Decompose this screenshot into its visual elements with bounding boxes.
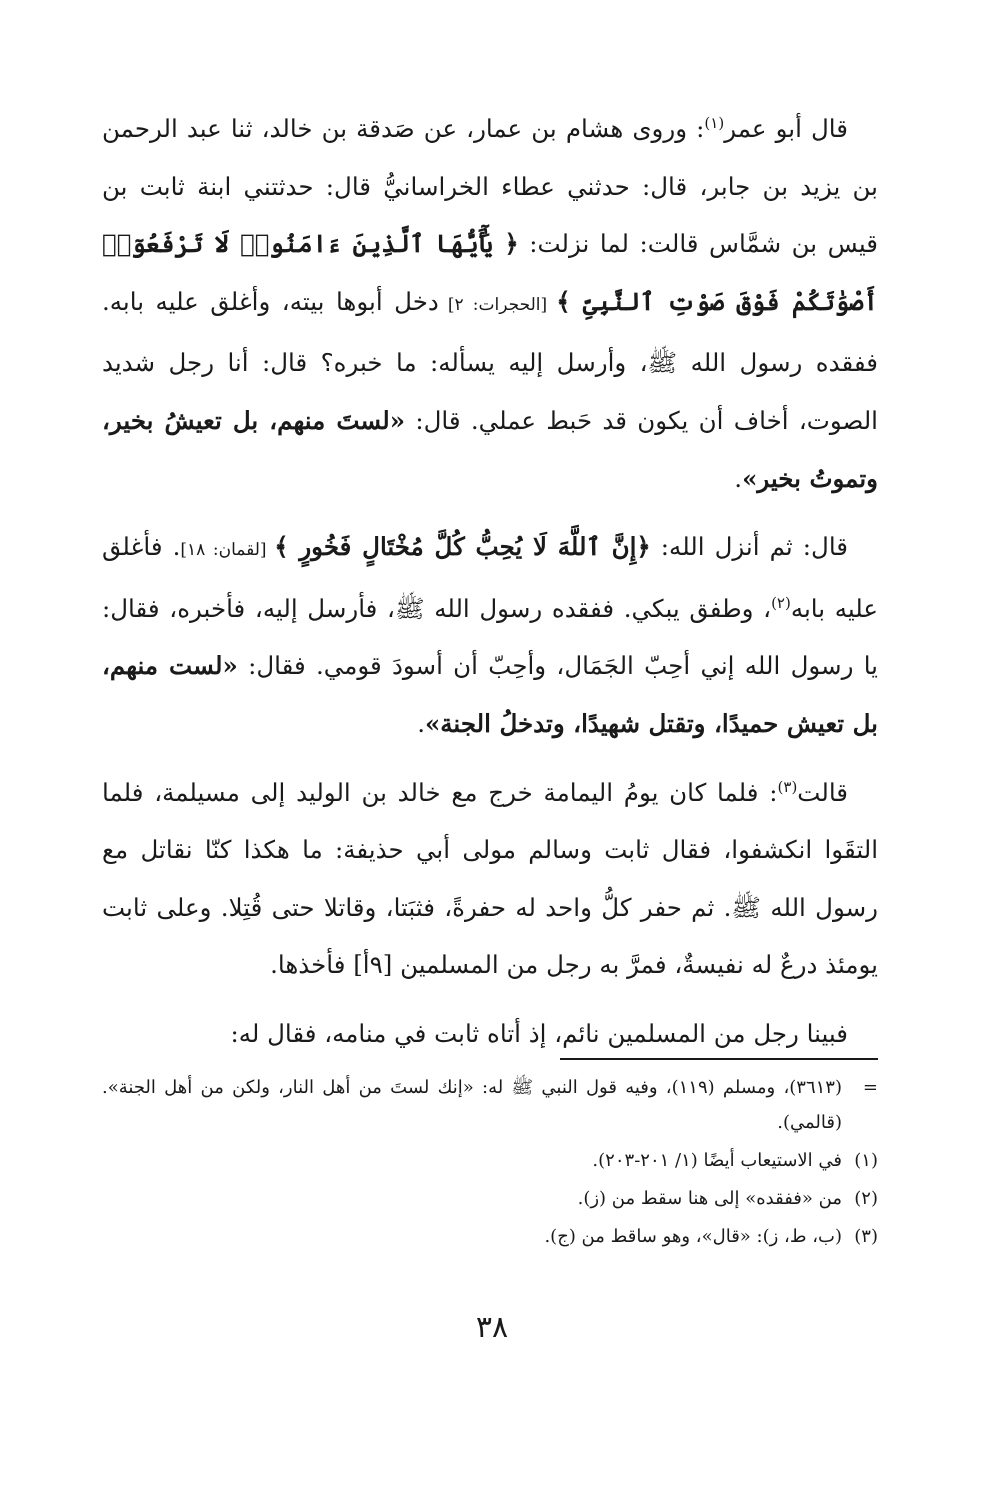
footnote-1: [102, 1143, 878, 1178]
p1-text-c: دخل أبوها بيته، وأغلق عليه بابه. ففقده رسول الله ﷺ، وأرسل إليه يسأله: ما خبره؟ قال: أنا رجل شديد الصوت، أخاف أن يكون قد حَبط عملي. قال:: [102, 286, 878, 435]
footnotes-section: [102, 1070, 878, 1257]
footnote-3: [102, 1219, 878, 1254]
footnote-ref-2: (٢): [771, 593, 791, 612]
p4-text-a: فبينا رجل من المسلمين نائم، إذ أتاه ثابت في منامه، فقال له:: [230, 1018, 848, 1048]
p2-text-d: .: [417, 708, 425, 738]
p3-text-a: قالت: [797, 777, 848, 807]
quran-verse-luqman: ﴿إِنَّ ٱللَّهَ لَا يُحِبُّ كُلَّ مُخْتَالٍ فَخُورٍ ﴾: [274, 532, 651, 562]
footnote-text: (٣٦١٣)، ومسلم (١١٩)، وفيه قول النبي ﷺ له: «إنك لستَ من أهل النار، ولكن من أهل الجنة». (قالمي).: [102, 1077, 842, 1133]
hadith-quote-2: «لست منهم، بل تعيش حميدًا، وتقتل شهيدًا، وتدخلُ الجنة»: [102, 651, 878, 738]
footnote-ref-1: (١): [704, 113, 725, 132]
main-text: [102, 100, 878, 1063]
footnote-2: [102, 1181, 878, 1216]
p2-text-b: . فأغلق عليه بابه: [102, 532, 878, 623]
paragraph-4: [102, 1005, 878, 1063]
footnote-marker: (٢): [854, 1188, 878, 1209]
footnote-divider: [560, 1058, 878, 1060]
footnote-ref-3: (٣): [777, 777, 798, 796]
p2-text-a: قال: ثم أنزل الله:: [650, 532, 848, 562]
verse-reference-hujurat: [الحجرات: ٢]: [438, 294, 557, 315]
paragraph-1: [102, 100, 878, 507]
hadith-quote-1: «لستَ منهم، بل تعيشُ بخير، وتموتُ بخير»: [102, 405, 878, 493]
p2-text-c: ، وطفق يبكي. ففقده رسول الله ﷺ، فأرسل إليه، فأخبره، فقال: يا رسول الله إني أحِبّ الجَمَال، وأحِبّ أن أسودَ قومي. فقال:: [102, 593, 878, 681]
footnote-marker: (٣): [854, 1226, 878, 1247]
verse-reference-luqman: [لقمان: ١٨]: [180, 540, 275, 561]
footnote-marker: (١): [854, 1150, 878, 1171]
paragraph-3: [102, 764, 878, 994]
footnote-text: في الاستيعاب أيضًا (١/ ٢٠١-٢٠٣).: [592, 1150, 842, 1171]
p1-text-a: قال أبو عمر: [724, 114, 848, 143]
p3-text-b: : فلما كان يومُ اليمامة خرج مع خالد بن الوليد إلى مسيلمة، فلما التقَوا انكشفوا، فقال ثابت وسالم مولى أبي حذيفة: ما هكذا كنّا نقاتل مع رسول الله ﷺ. ثم حفر كلُّ واحد له حفرةً، فثبَتا، وقاتلا حتى قُتِلا. وعلى ثابت يومئذ درعٌ له نفيسةٌ، فمرَّ به رجل من المسلمين [٩أ] فأخذها.: [102, 777, 878, 980]
footnote-text: (ب، ط، ز): «قال»، وهو ساقط من (ج).: [544, 1226, 842, 1247]
paragraph-2: [102, 518, 878, 752]
footnote-text: من «ففقده» إلى هنا سقط من (ز).: [577, 1188, 842, 1209]
p1-text-d: .: [734, 463, 743, 493]
p1-text-b: : وروى هشام بن عمار، عن صَدقة بن خالد، ثنا عبد الرحمن بن يزيد بن جابر، قال: حدثني عطاء الخراسانيُّ قال: حدثتني ابنة ثابت بن قيس بن شمَّاس قالت: لما نزلت:: [102, 114, 878, 259]
footnote-marker: =: [862, 1077, 878, 1098]
footnote-continued: [102, 1070, 878, 1140]
quran-verse-hujurat: ﴿ يَٰٓأَيُّهَا ٱلَّذِينَ ءَامَنُوا۟ لَا تَرْفَعُوٓا۟ أَصْوَٰتَكُمْ فَوْقَ صَوْتِ ٱلنَّبِىِّ ﴾: [102, 229, 878, 316]
page-number: ٣٨: [475, 1310, 509, 1345]
